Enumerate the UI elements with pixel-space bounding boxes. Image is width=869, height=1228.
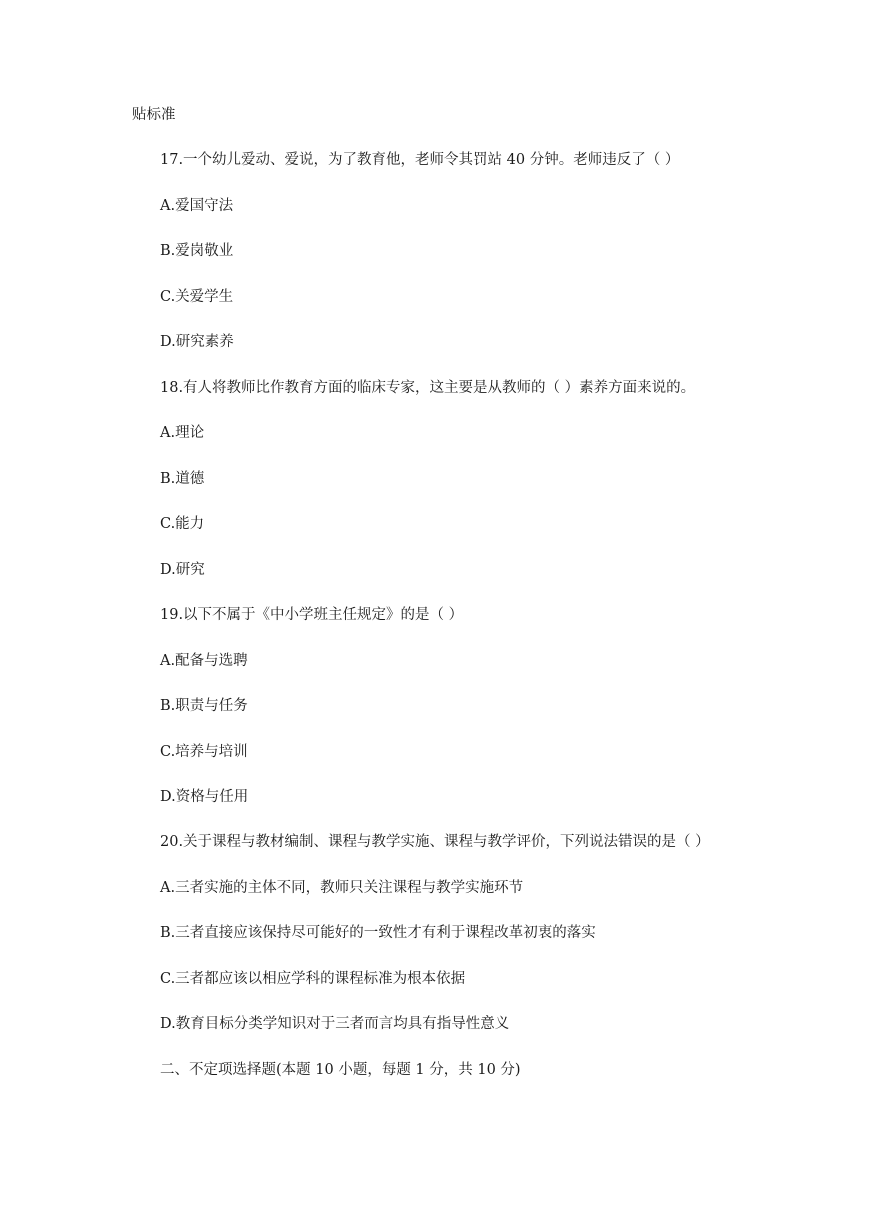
continuation-text: 贴标准 xyxy=(132,107,176,123)
question-17-option-b: B.爱岗敬业 xyxy=(160,243,234,259)
question-17-option-a: A.爱国守法 xyxy=(160,198,234,214)
question-17-option-c: C.关爱学生 xyxy=(160,289,234,305)
question-18-stem: 18.有人将教师比作教育方面的临床专家，这主要是从教师的（ ）素养方面来说的。 xyxy=(160,380,696,396)
question-19-option-d: D.资格与任用 xyxy=(160,789,249,805)
question-18-option-d: D.研究 xyxy=(160,562,205,578)
question-20-option-d: D.教育目标分类学知识对于三者而言均具有指导性意义 xyxy=(160,1016,510,1032)
question-20-option-b: B.三者直接应该保持尽可能好的一致性才有利于课程改革初衷的落实 xyxy=(160,925,596,941)
question-18-option-b: B.道德 xyxy=(160,471,205,487)
question-19-option-a: A.配备与选聘 xyxy=(160,653,248,669)
question-20-option-a: A.三者实施的主体不同，教师只关注课程与教学实施环节 xyxy=(160,880,524,896)
question-19-option-c: C.培养与培训 xyxy=(160,744,248,760)
question-17-option-d: D.研究素养 xyxy=(160,334,234,350)
question-19-option-b: B.职责与任务 xyxy=(160,698,248,714)
question-20-option-c: C.三者都应该以相应学科的课程标准为根本依据 xyxy=(160,971,466,987)
section-heading: 二、不定项选择题(本题 10 小题，每题 1 分，共 10 分) xyxy=(160,1062,521,1078)
question-19-stem: 19.以下不属于《中小学班主任规定》的是（ ） xyxy=(160,607,464,623)
question-18-option-c: C.能力 xyxy=(160,516,205,532)
question-20-stem: 20.关于课程与教材编制、课程与教学实施、课程与教学评价，下列说法错误的是（ ） xyxy=(160,834,710,850)
question-18-option-a: A.理论 xyxy=(160,425,205,441)
question-17-stem: 17.一个幼儿爱动、爱说，为了教育他，老师令其罚站 40 分钟。老师违反了（ ） xyxy=(160,152,680,168)
